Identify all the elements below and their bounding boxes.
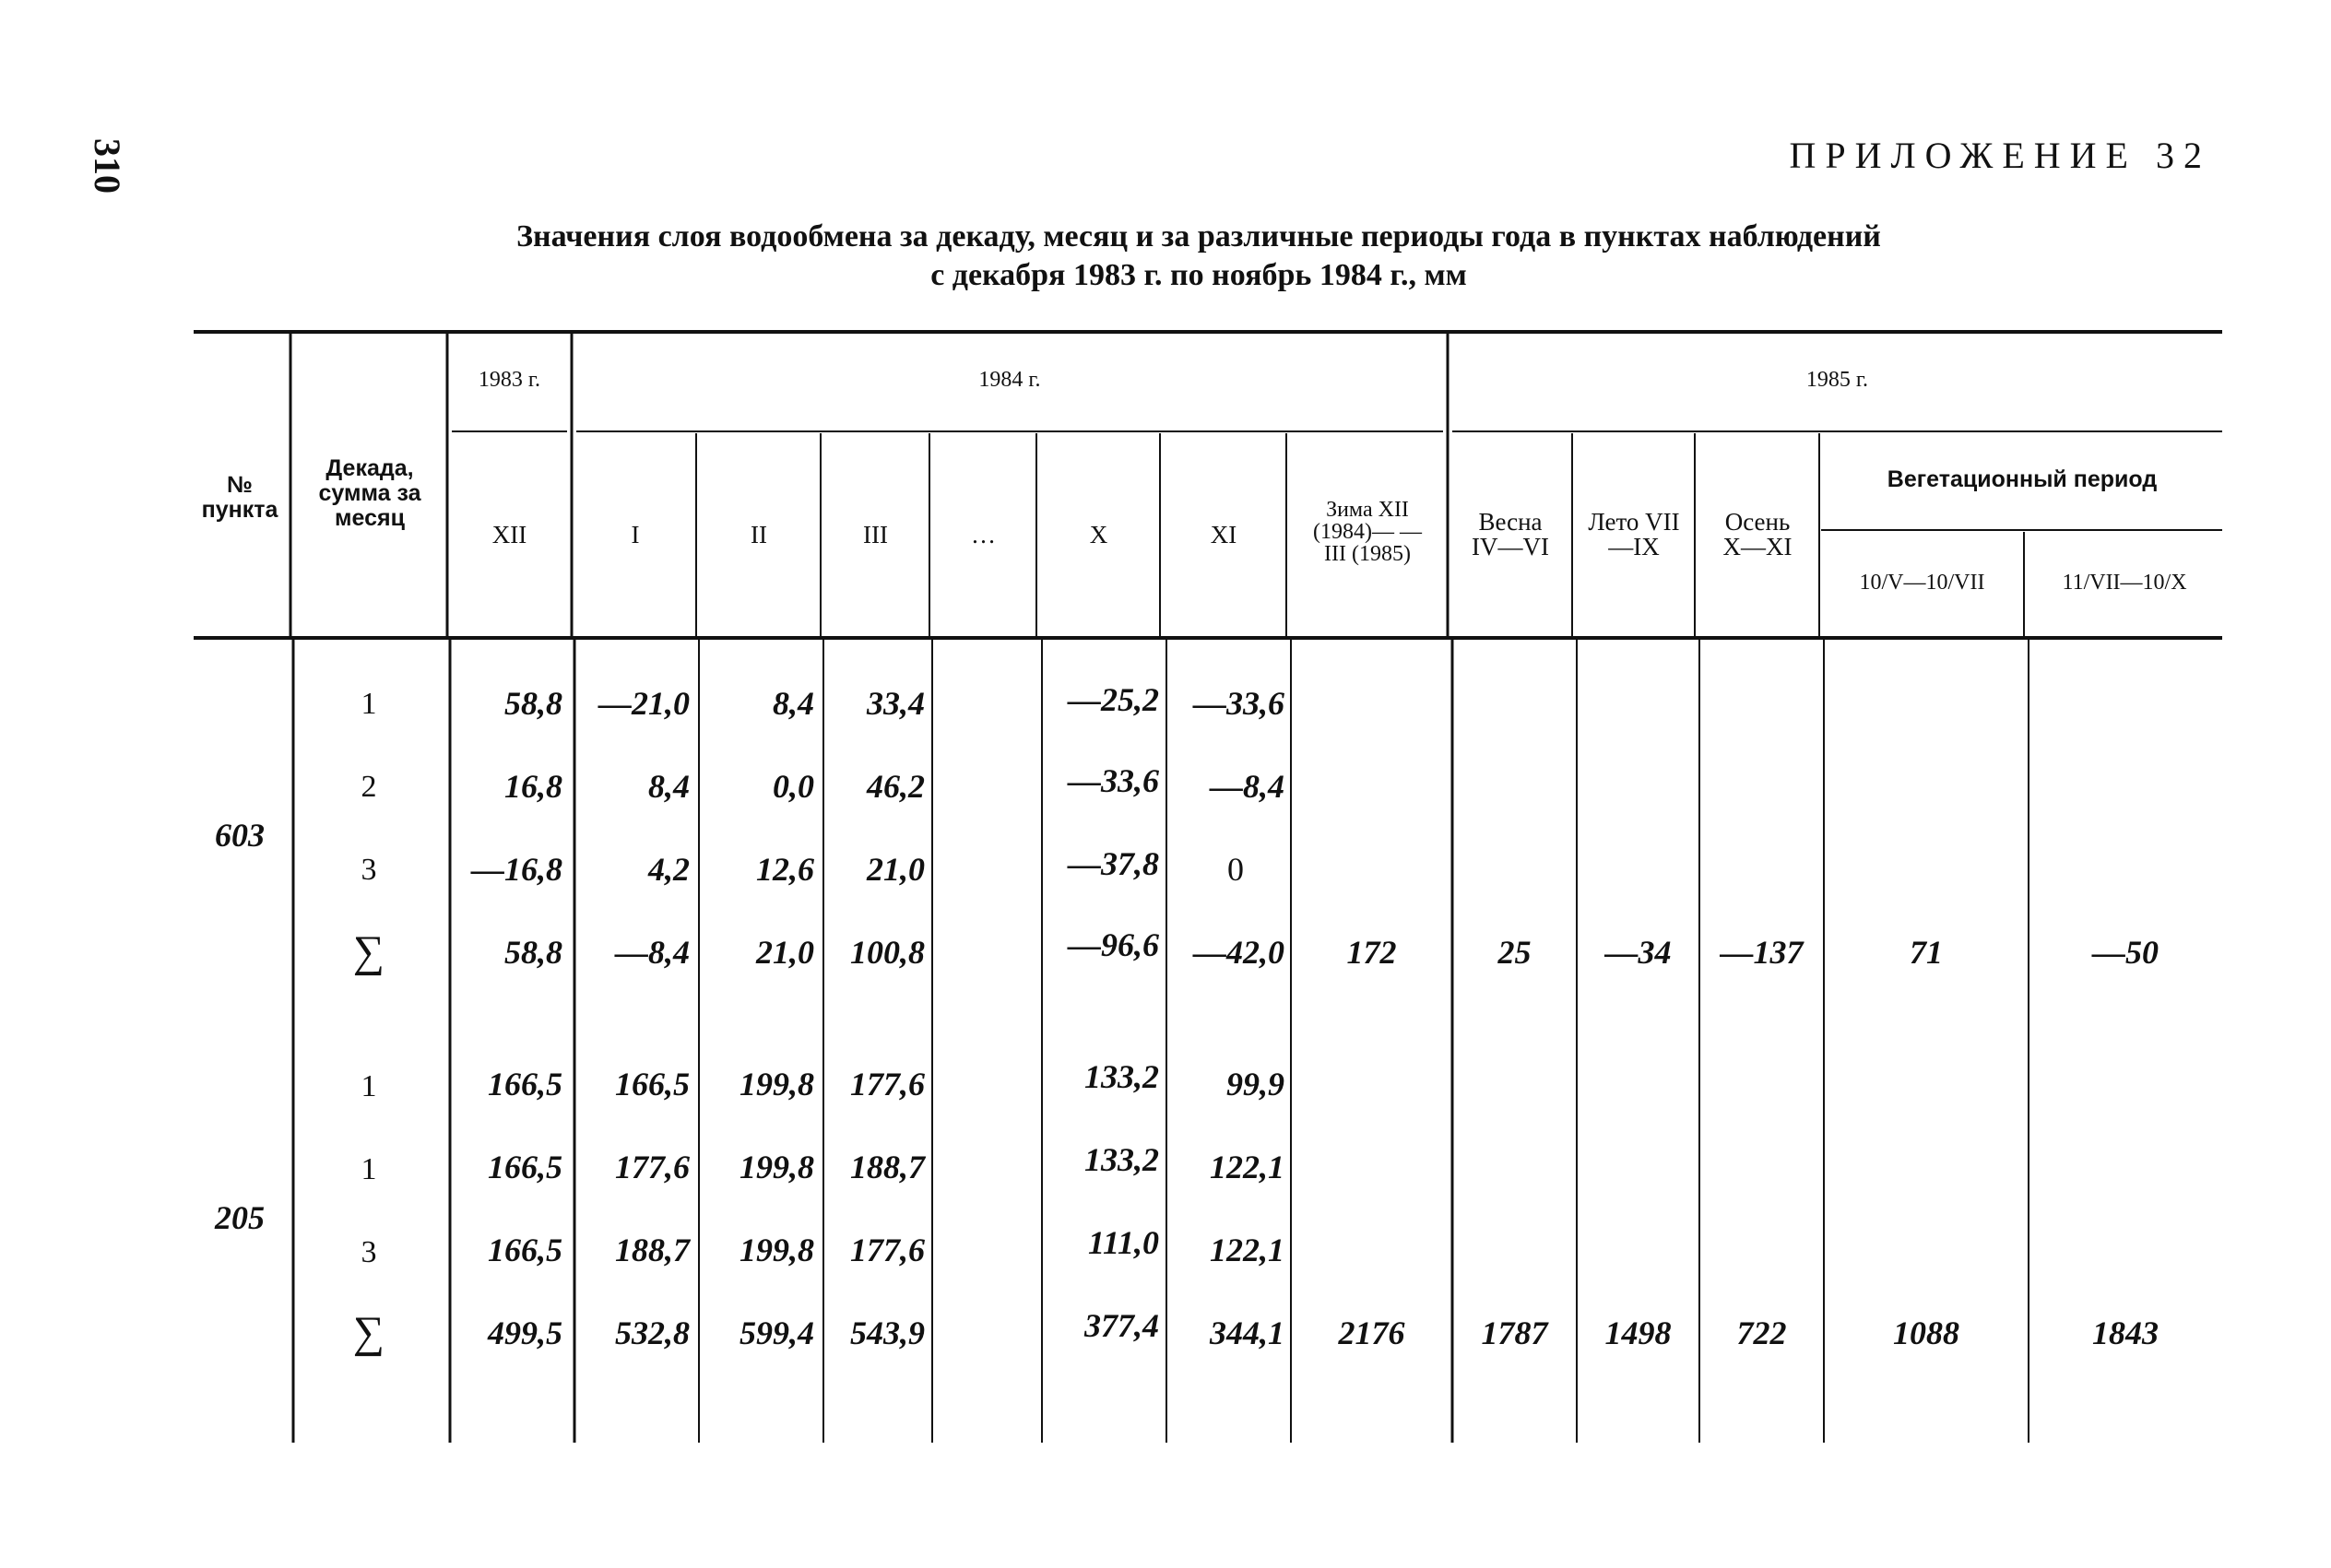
value-cell: 0,0	[773, 768, 814, 805]
value-cell: —21,0	[598, 685, 690, 722]
value-cell: 0	[1227, 851, 1244, 888]
sum-cell: —96,6	[1068, 926, 1159, 963]
sum-cell: 377,4	[1084, 1307, 1159, 1344]
header-vegetation: Вегетационный период	[1887, 466, 2158, 492]
sum-cell: 21,0	[756, 934, 814, 971]
header-month-ii: II	[751, 520, 767, 548]
value-cell: 12,6	[756, 851, 814, 888]
value-cell: 8,4	[648, 768, 690, 805]
value-cell: —33,6	[1193, 685, 1284, 722]
value-cell: —33,6	[1068, 762, 1159, 799]
value-cell: 166,5	[615, 1066, 690, 1102]
value-cell: 177,6	[615, 1149, 690, 1185]
decade-label: 1	[361, 1152, 377, 1186]
sum-cell-summer: —34	[1604, 934, 1672, 971]
sum-cell: 100,8	[850, 934, 925, 971]
station-603: 603	[215, 817, 265, 854]
decade-label: 3	[361, 853, 377, 887]
value-cell: —16,8	[471, 851, 562, 888]
sum-cell: 532,8	[615, 1315, 690, 1351]
value-cell: 4,2	[648, 851, 690, 888]
sum-cell: —42,0	[1193, 934, 1284, 971]
value-cell: 133,2	[1084, 1141, 1159, 1178]
sum-cell-vegetation-1: 71	[1910, 934, 1943, 971]
header-month-x: X	[1089, 520, 1108, 548]
header-month-i: I	[631, 520, 640, 548]
sum-cell-winter: 2176	[1338, 1315, 1405, 1351]
header-spring: Весна IV—VI	[1472, 508, 1549, 560]
value-cell: 133,2	[1084, 1058, 1159, 1095]
decade-label: 1	[361, 687, 377, 721]
page-number: 310	[87, 138, 128, 194]
value-cell: 199,8	[740, 1232, 814, 1268]
header-year-1983: 1983 г.	[478, 368, 541, 392]
sum-cell-vegetation-1: 1088	[1893, 1315, 1959, 1351]
header-month-iii: III	[863, 520, 888, 548]
header-summer: Лето VII—IX	[1588, 508, 1680, 560]
value-cell: 46,2	[867, 768, 925, 805]
table-title-line-1: Значения слоя водообмена за декаду, месяц и за различные периоды года в пунктах наблюдений	[516, 219, 1881, 253]
sum-cell-autumn: —137	[1720, 934, 1804, 971]
value-cell: —25,2	[1068, 681, 1159, 718]
sum-cell: 58,8	[504, 934, 562, 971]
header-decade: Декада, сумма за месяц	[318, 454, 421, 531]
sum-cell: —8,4	[615, 934, 690, 971]
value-cell: 111,0	[1087, 1224, 1159, 1261]
value-cell: 188,7	[615, 1232, 690, 1268]
value-cell: 166,5	[488, 1232, 562, 1268]
sum-cell-spring: 1787	[1481, 1315, 1548, 1351]
header-vegetation-2: 11/VII—10/X	[2062, 571, 2187, 595]
sum-cell-summer: 1498	[1604, 1315, 1672, 1351]
value-cell: 21,0	[867, 851, 925, 888]
appendix-label: ПРИЛОЖЕНИЕ 32	[1789, 135, 2211, 176]
decade-label: 3	[361, 1235, 377, 1269]
value-cell: 16,8	[504, 768, 562, 805]
value-cell: 58,8	[504, 685, 562, 722]
value-cell: 8,4	[773, 685, 814, 722]
value-cell: 177,6	[850, 1066, 925, 1102]
sum-cell-winter: 172	[1346, 934, 1397, 971]
sum-cell-spring: 25	[1497, 934, 1532, 971]
header-winter: Зима XII (1984)— —III (1985)	[1313, 498, 1422, 566]
header-year-1985: 1985 г.	[1805, 368, 1869, 392]
table-title-line-2: с декабря 1983 г. по ноябрь 1984 г., мм	[930, 258, 1467, 292]
header-year-1984: 1984 г.	[978, 368, 1041, 392]
sum-symbol: ∑	[352, 927, 385, 976]
value-cell: —37,8	[1068, 845, 1159, 882]
value-cell: 166,5	[488, 1066, 562, 1102]
sum-cell: 543,9	[850, 1315, 925, 1351]
header-month-xi: XI	[1210, 520, 1237, 548]
sum-cell-vegetation-2: —50	[2092, 934, 2159, 971]
decade-label: 1	[361, 1069, 377, 1103]
sum-symbol: ∑	[352, 1308, 385, 1357]
value-cell: 99,9	[1226, 1066, 1284, 1102]
sum-cell-autumn: 722	[1736, 1315, 1787, 1351]
sum-cell-vegetation-2: 1843	[2092, 1315, 2159, 1351]
sum-cell: 499,5	[488, 1315, 562, 1351]
value-cell: 177,6	[850, 1232, 925, 1268]
station-205: 205	[215, 1199, 265, 1236]
value-cell: 199,8	[740, 1149, 814, 1185]
header-station: № пункта	[201, 472, 278, 523]
decade-label: 2	[361, 770, 377, 804]
header-autumn: Осень X—XI	[1722, 508, 1793, 560]
sum-cell: 344,1	[1210, 1315, 1284, 1351]
value-cell: 122,1	[1210, 1149, 1284, 1185]
value-cell: 33,4	[867, 685, 925, 722]
value-cell: 122,1	[1210, 1232, 1284, 1268]
value-cell: 199,8	[740, 1066, 814, 1102]
header-month-xii: XII	[491, 520, 527, 548]
sum-cell: 599,4	[740, 1315, 814, 1351]
header-month-ellipsis: …	[971, 520, 996, 548]
value-cell: —8,4	[1210, 768, 1284, 805]
header-vegetation-1: 10/V—10/VII	[1859, 571, 1985, 595]
value-cell: 166,5	[488, 1149, 562, 1185]
value-cell: 188,7	[850, 1149, 925, 1185]
